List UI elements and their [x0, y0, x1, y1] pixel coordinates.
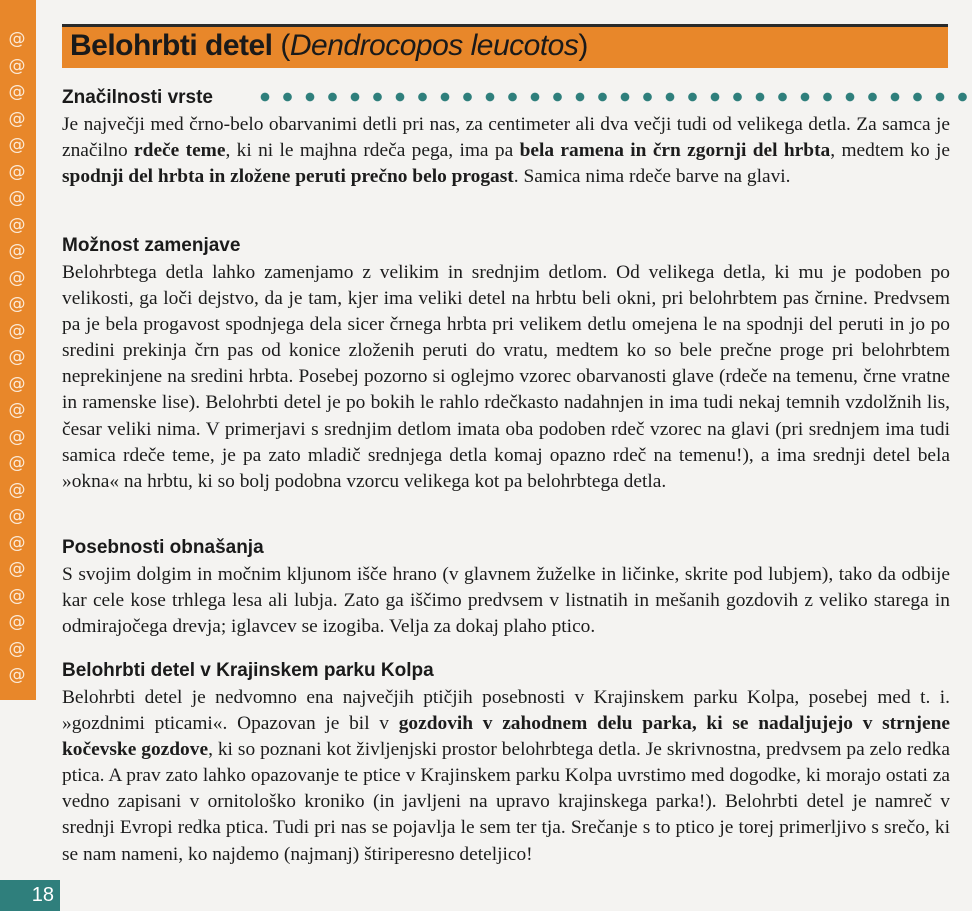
dotted-rule — [258, 90, 972, 104]
text-run: S svojim dolgim in močnim kljunom išče hrano (v glavnem žuželke in ličinke, skrite pod lubjem), tako da odbije kar cele kose trhlega lesa ali lubja. Zato ga iščimo predvsem v listnatih in mešanih gozdovih z veliko starega in odmirajočega drevja; iglavcev se izogiba. Velja za dokaj plaho ptico. — [62, 564, 950, 638]
swirl-ornament-icon: @ — [8, 108, 26, 129]
bold-text-run: bela ramena in črn zgornji del hrbta — [519, 140, 831, 162]
text-run: Je največji med črno-belo obarvanimi detli pri nas, za centimeter ali dva večji tudi od velikega detla. Za samca je značilno — [62, 114, 950, 162]
section-heading-characteristics: Značilnosti vrste — [62, 87, 213, 108]
page-number: 18 — [0, 880, 60, 911]
swirl-ornament-icon: @ — [8, 320, 26, 341]
swirl-ornament-icon: @ — [8, 188, 26, 208]
swirl-ornament-icon: @ — [8, 294, 26, 314]
title-close-paren: ) — [578, 29, 588, 62]
swirl-ornament-icon: @ — [8, 506, 26, 526]
title-main: Belohrbti detel — [70, 29, 273, 62]
text-run: , ki ni le majhna rdeča pega, ima pa — [225, 140, 520, 162]
swirl-ornament-icon: @ — [8, 638, 26, 659]
bold-text-run: gozdovih v zahodnem delu parka, ki se nadaljujejo v strnjene kočevske gozdove — [62, 713, 950, 761]
title-latin-name: Dendrocopos leucotos — [289, 29, 579, 62]
bold-text-run: spodnji del hrbta in zložene peruti prečno belo progast — [62, 166, 514, 188]
swirl-ornament-icon: @ — [8, 29, 26, 49]
decorative-side-strip — [0, 0, 36, 700]
swirl-ornament-icon: @ — [8, 241, 26, 261]
swirl-ornament-icon: @ — [8, 585, 26, 606]
swirl-ornament-icon: @ — [8, 161, 26, 182]
text-run: , ki so poznani kot življenjski prostor belohrbtega detla. Je skrivnostna, predvsem pa zelo redka ptica. A prav zato lahko opazovanje te ptice v Krajinskem parku Kolpa uvrstimo med dogodke, ki morajo ostati za vedno zapisani v ornitološko kroniko (in javljeni na upravo krajinskega parka!). Belohrbti detel je namreč v srednji Evropi redka ptica. Tudi pri nas se pojavlja le sem ter tja. Srečanje s to ptico je torej primerljivo s srečo, ki se nam nameni, ko najdemo (najmanj) štiriperesno deteljico! — [62, 739, 950, 865]
text-run: Belohrbtega detla lahko zamenjamo z velikim in srednjim detlom. Od velikega detla, ki mu je podoben po velikosti, ga loči dejstvo, da je tam, kjer ima veliki detel na hrbtu beli okni, pri belohrbtem pas črnine. Predvsem pa je bela progavost spodnjega dela sicer črnega hrbta pri velikem detlu omejena le na spodnji del peruti in jo po sredini prekinja črn pas od konice zloženih peruti do vratu, medtem ko so bele prečne proge pri belohrbtem neprekinjene na sredini hrbta. Posebej pozorno si oglejmo vzorec obarvanosti glave (rdeče na temenu, črne vratne in ramenske lise). Belohrbti detel je po bokih le rahlo rdečkasto nadahnjen in ima tudi nekaj temnih vzdolžnih lis, česar veliki nima. V primerjavi s srednjim detlom imata oba podoben rdeč vzorec na glavi (pri srednjem ima tudi samica rdeče teme, je pa zato mladič srednjega detla komaj opazno rdeč na temenu!), a ima srednji detel bela »okna« na hrbtu, ki so bolj podobna vzorcu velikega kot pa belohrbtega detla. — [62, 262, 950, 492]
text-run: . Samica nima rdeče barve na glavi. — [513, 166, 791, 188]
swirl-ornament-icon: @ — [8, 400, 26, 420]
section-heading-kolpa-park: Belohrbti detel v Krajinskem parku Kolpa — [62, 660, 434, 681]
swirl-ornament-icon: @ — [8, 665, 26, 685]
text-run: Belohrbti detel je nedvomno ena največjih ptičjih posebnosti v Krajinskem parku Kolpa, posebej med t. i. »gozdnimi pticami«. Opazovan je bil v — [62, 687, 950, 735]
swirl-ornament-icon: @ — [8, 267, 26, 288]
swirl-ornament-icon: @ — [8, 479, 26, 500]
swirl-ornament-icon: @ — [8, 82, 26, 102]
swirl-ornament-icon: @ — [8, 373, 26, 394]
text-run: , medtem ko je — [830, 140, 951, 162]
swirl-ornament-icon: @ — [8, 612, 26, 632]
section-paragraph-confusion — [62, 260, 950, 495]
title-open-paren: ( — [272, 29, 290, 62]
swirl-ornament-icon: @ — [8, 559, 26, 579]
section-paragraph-behaviour — [62, 562, 950, 640]
swirl-ornament-icon: @ — [8, 453, 26, 473]
swirl-ornament-icon: @ — [8, 214, 26, 235]
section-paragraph-kolpa-park — [62, 685, 950, 868]
swirl-ornament-icon: @ — [8, 426, 26, 447]
bold-text-run: rdeče teme — [134, 140, 226, 162]
swirl-ornament-icon: @ — [8, 532, 26, 553]
swirl-ornament-icon: @ — [8, 135, 26, 155]
section-heading-confusion: Možnost zamenjave — [62, 235, 241, 256]
section-paragraph-characteristics — [62, 112, 950, 190]
swirl-ornament-icon: @ — [8, 55, 26, 76]
section-heading-behaviour: Posebnosti obnašanja — [62, 537, 264, 558]
swirl-ornament-icon: @ — [8, 347, 26, 367]
page-title — [70, 28, 588, 64]
